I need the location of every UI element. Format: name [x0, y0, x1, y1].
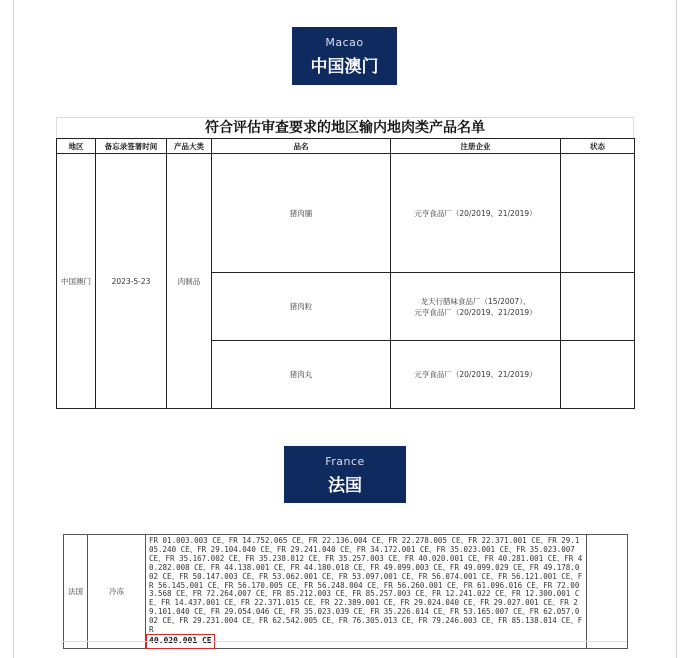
registration-codes: FR 01.003.003 CE、FR 14.752.065 CE、FR 22.136.004 CE、FR 22.278.005 CE、FR 22.371.001 CE、FR 29.105.240 CE、FR 29.104.040 CE、FR 29.241.040 CE、FR 34.172.001 CE、FR 35.023.001 CE、FR 35.023.007 CE、FR 35.167.002 CE、FR 35.238.012 CE、FR 35.257.003 CE、FR 40.020.001 CE、FR 40.281.001 CE、FR 40.282.008 CE、FR 44.138.001 CE、FR 44.180.018 CE、FR 49.099.003 CE、FR 49.099.029 CE、FR 49.178.002 CE、FR 50.147.003 CE、FR 53.062.001 CE、FR 53.097.001 CE、FR 56.074.001 CE、FR 56.121.001 CE、FR 56.145.001 CE、FR 56.170.005 CE、FR 56.248.004 CE、FR 56.260.001 CE、FR 61.096.016 CE、FR 72.003.568 CE、FR 72.264.007 CE、FR 85.212.003 CE、FR 85.257.003 CE、FR 12.241.022 CE、FR 12.300.001 CE、FR 14.437.001 CE、FR 22.371.015 CE、FR 22.389.001 CE、FR 29.024.040 CE、FR 29.027.001 CE、FR 29.101.040 CE、FR 29.054.046 CE、FR 35.023.039 CE、FR 35.226.014 CE、FR 53.165.007 CE、FR 62.057.002 CE、FR 29.231.004 CE、FR 62.542.005 CE、FR 76.305.013 CE、FR 79.246.003 CE、FR 85.138.014 CE、FR [149, 536, 583, 635]
product-cell: 猪肉粒 [212, 273, 391, 341]
category-cell: 肉制品 [167, 154, 212, 409]
table-bottom-rule [63, 641, 627, 642]
header-registered-company: 注册企业 [391, 139, 561, 154]
france-product-table [63, 534, 627, 649]
table-title: 符合评估审查要求的地区输内地肉类产品名单 [56, 117, 634, 138]
status-cell [561, 154, 635, 273]
page-border-right [676, 0, 677, 658]
company-cell: 元亨食品厂（20/2019、21/2019） [391, 341, 561, 409]
header-memo-date: 备忘录签署时间 [96, 139, 167, 154]
france-status-cell [587, 535, 628, 649]
header-status: 状态 [561, 139, 635, 154]
product-cell: 猪肉脯 [212, 154, 391, 273]
macao-region-badge [292, 27, 397, 85]
status-cell [561, 273, 635, 341]
company-cell: 龙天行腊味食品厂（15/2007）、 元亨食品厂（20/2019、21/2019） [391, 273, 561, 341]
header-region: 地区 [57, 139, 96, 154]
macao-badge-english: Macao [325, 36, 364, 49]
region-cell: 中国澳门 [57, 154, 96, 409]
product-grid [56, 138, 635, 409]
table-row [64, 535, 628, 649]
registration-codes-cell [146, 535, 587, 649]
header-category: 产品大类 [167, 139, 212, 154]
page-border-left [13, 0, 14, 658]
france-badge-english: France [325, 455, 365, 468]
macao-meat-product-table [56, 117, 634, 409]
date-cell: 2023-5-23 [96, 154, 167, 409]
table-row [57, 154, 635, 273]
header-row [57, 139, 635, 154]
france-category-cell: 冷冻 [88, 535, 146, 649]
header-product-name: 品名 [212, 139, 391, 154]
macao-badge-chinese: 中国澳门 [310, 57, 379, 77]
status-cell [561, 341, 635, 409]
france-region-badge [284, 446, 406, 503]
france-grid [63, 534, 628, 649]
france-region-cell: 法国 [64, 535, 88, 649]
company-cell: 元亨食品厂（20/2019、21/2019） [391, 154, 561, 273]
france-badge-chinese: 法国 [328, 476, 362, 496]
product-cell: 猪肉丸 [212, 341, 391, 409]
